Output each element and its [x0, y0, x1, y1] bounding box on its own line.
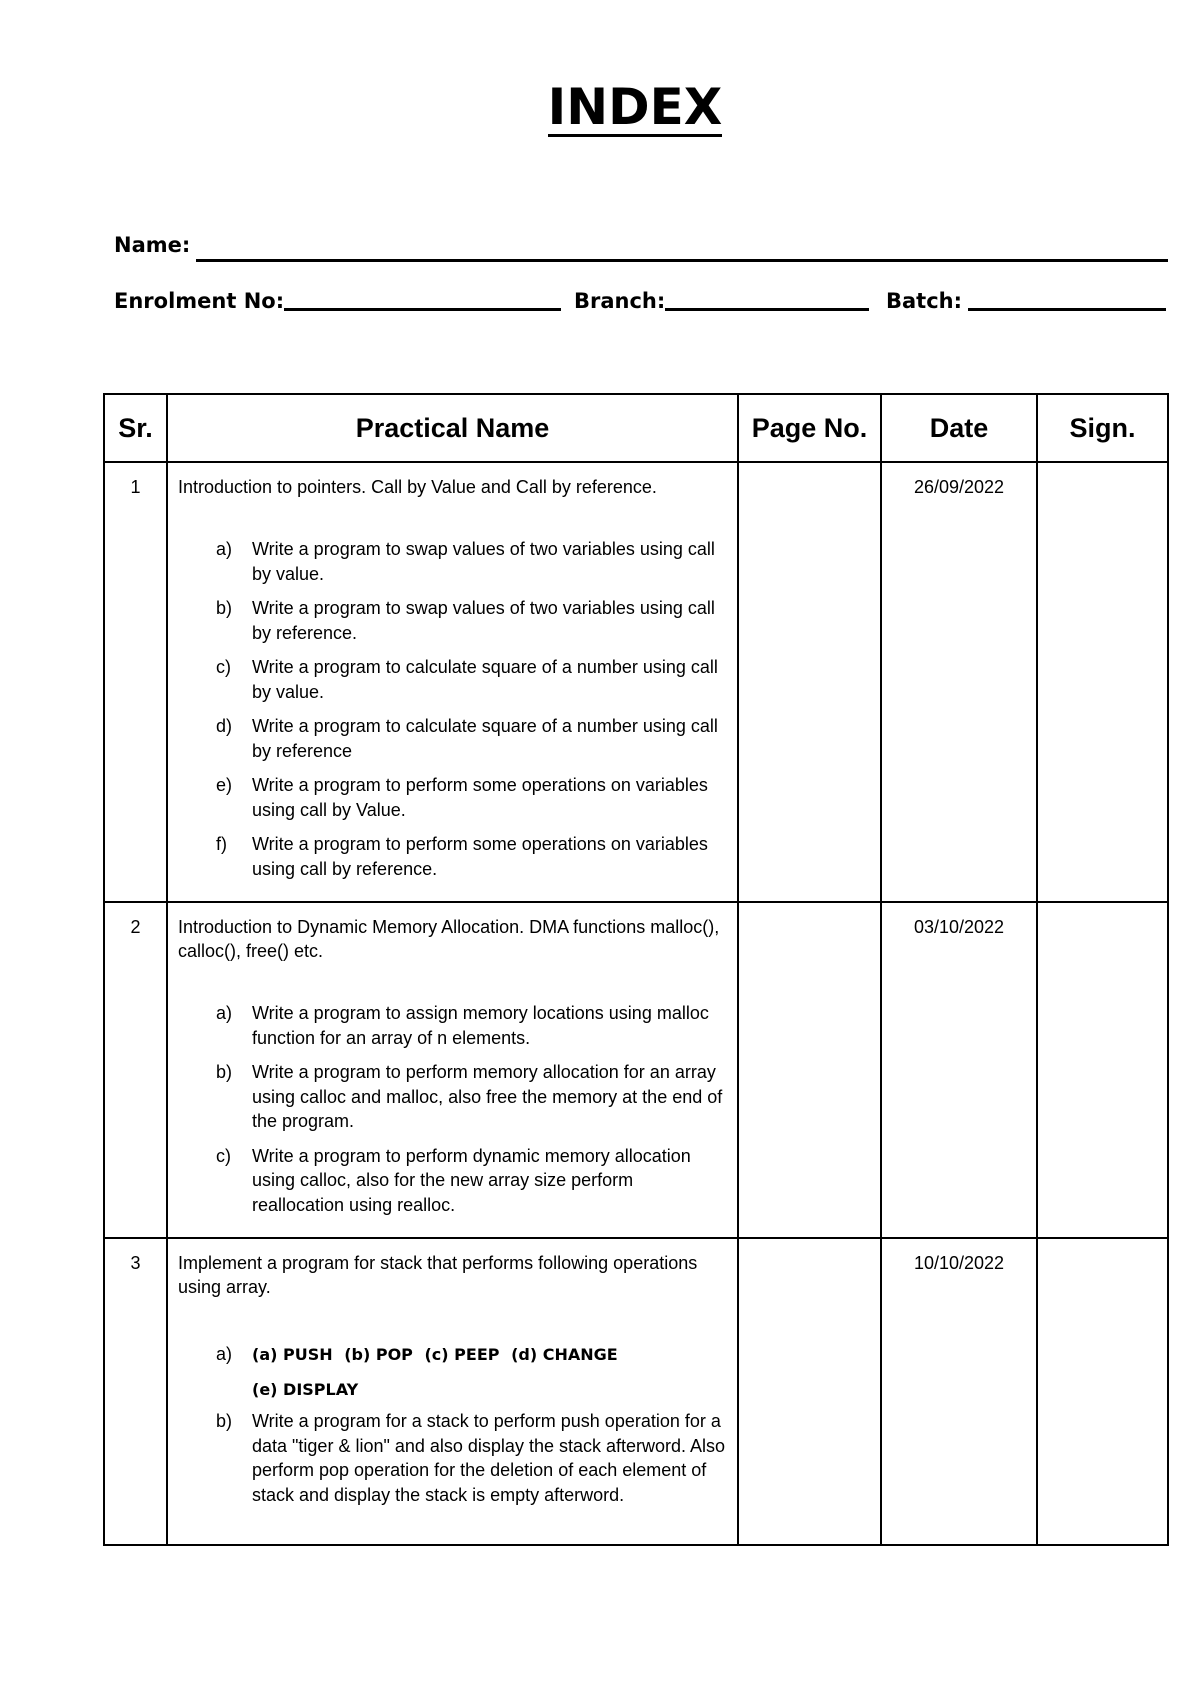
practical-intro: Implement a program for stack that performs following operations using array. [178, 1253, 698, 1297]
branch-label: Branch: [574, 289, 666, 313]
page-no-cell[interactable] [738, 902, 881, 1238]
op-display: (e) DISPLAY [252, 1380, 359, 1399]
list-item: c) Write a program to calculate square of a number using call by value. [216, 657, 718, 702]
sign-cell[interactable] [1037, 1238, 1168, 1545]
list-item: c) Write a program to perform dynamic memory allocation using calloc, also for the new array size perform reallocation using realloc. [216, 1145, 691, 1215]
sign-cell[interactable] [1037, 902, 1168, 1238]
stack-operations-item: a) (a) PUSH (b) POP (c) PEEP (d) CHANGE (e) DISPLAY [178, 1337, 727, 1407]
date-cell: 10/10/2022 [881, 1238, 1037, 1545]
enrolment-label: Enrolment No: [114, 289, 285, 313]
table-row [104, 1238, 1168, 1545]
sr-cell: 2 [104, 902, 167, 1238]
sr-cell: 3 [104, 1238, 167, 1545]
table-header-row [104, 394, 1168, 462]
op-push: (a) PUSH [252, 1345, 333, 1364]
column-header-sr: Sr. [104, 394, 167, 462]
sign-cell[interactable] [1037, 462, 1168, 902]
stack-operations-line-2 [252, 1372, 727, 1407]
name-field[interactable] [196, 259, 1168, 262]
column-header-practical-name: Practical Name [167, 394, 738, 462]
practical-name-cell [167, 1238, 738, 1545]
batch-field[interactable] [968, 308, 1166, 311]
page-title: INDEX [547, 78, 723, 136]
batch-label: Batch: [886, 289, 963, 313]
list-item: a) Write a program to swap values of two variables using call by value. [216, 539, 715, 584]
branch-field[interactable] [665, 308, 869, 311]
list-item: a) Write a program to assign memory locations using malloc function for an array of n elements. [216, 1003, 709, 1048]
name-label: Name: [114, 233, 191, 257]
table-row [104, 902, 1168, 1238]
date-cell: 26/09/2022 [881, 462, 1037, 902]
practical-name-cell [167, 902, 738, 1238]
practical-name-cell [167, 462, 738, 902]
practical-intro: Introduction to Dynamic Memory Allocation. DMA functions malloc(), calloc(), free() etc. [178, 917, 720, 961]
table-row [104, 462, 1168, 902]
column-header-page-no: Page No. [738, 394, 881, 462]
enrolment-field[interactable] [284, 308, 561, 311]
stack-operations-line-1 [252, 1337, 727, 1372]
op-pop: (b) POP [344, 1345, 413, 1364]
page-no-cell[interactable] [738, 1238, 881, 1545]
list-item: b) Write a program for a stack to perform push operation for a data "tiger & lion" and also display the stack afterword. Also perform pop operation for the deletion of each element of stack and display the stack is empty afterword. [216, 1411, 726, 1505]
op-peep: (c) PEEP [424, 1345, 500, 1364]
page-no-cell[interactable] [738, 462, 881, 902]
index-table [103, 393, 1169, 1546]
list-item: d) Write a program to calculate square of a number using call by reference [216, 716, 718, 761]
list-item: b) Write a program to swap values of two variables using call by reference. [216, 598, 715, 643]
date-cell: 03/10/2022 [881, 902, 1037, 1238]
column-header-sign: Sign. [1037, 394, 1168, 462]
practical-intro: Introduction to pointers. Call by Value and Call by reference. [178, 477, 657, 497]
sr-cell: 1 [104, 462, 167, 902]
column-header-date: Date [881, 394, 1037, 462]
list-item: e) Write a program to perform some operations on variables using call by Value. [216, 775, 708, 820]
op-change: (d) CHANGE [511, 1345, 618, 1364]
list-item: f) Write a program to perform some operations on variables using call by reference. [216, 834, 708, 879]
list-item: b) Write a program to perform memory allocation for an array using calloc and malloc, also free the memory at the end of the program. [216, 1062, 723, 1131]
